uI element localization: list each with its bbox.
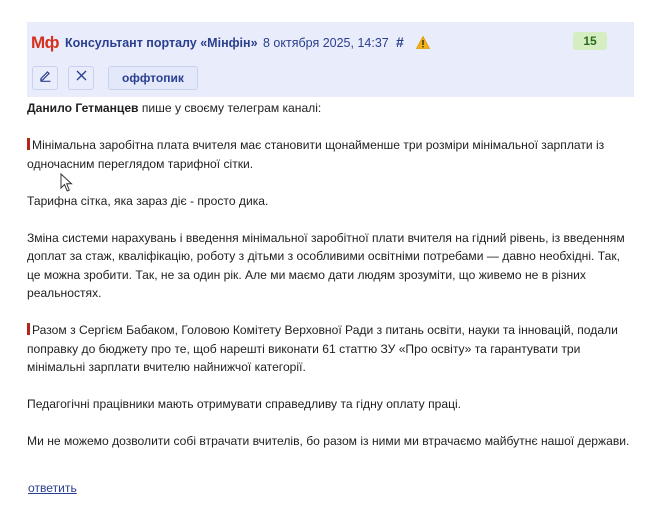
paragraph-5: Педагогічні працівники мають отримувати справедливу та гідну оплату праці. [27,397,462,411]
paragraph-4 [27,321,635,377]
intro-paragraph [27,99,635,118]
post-date: 8 октября 2025, 14:37 [263,36,389,50]
reply-link[interactable]: ответить [28,481,77,495]
intro-text: пише у своєму телеграм каналі: [138,101,322,115]
post-header [27,22,634,97]
paragraph-3: Зміна системи нарахувань і введення мінімальної заробітної плати вчителя на гідний рівень, із введенням доплат за стаж, кваліфікацію, роботу з дітьми з особливими освітніми потребами — давно необхідні. Так, це можна зробити. Так, не за один рік. Але ми маємо дати людям зрозуміти, що живемо не в різних реальностях. [27,230,625,300]
red-pin-marker-icon [27,138,30,150]
rating-badge: 15 [573,32,607,50]
paragraph-4-text: Разом з Сергієм Бабаком, Головою Комітету Верховної Ради з питань освіти, науки та інновацій, подали поправку до бюджету про те, щоб нарешті виконати 61 статтю ЗУ «Про освіту» та гарантувати три мінімальні зарплати вчителю найнижчої категорії. [27,323,618,374]
red-pin-marker-icon [27,323,30,335]
pencil-icon [39,69,52,87]
permalink-hash[interactable]: # [396,34,404,50]
mouse-pointer-icon [60,173,74,198]
delete-button[interactable] [68,66,94,90]
warning-icon[interactable] [416,36,430,49]
author-name-mention: Данило Гетманцев [27,101,139,115]
paragraph-6: Ми не можемо дозволити собі втрачати вчителів, бо разом із ними ми втрачаємо майбутнє нашої держави. [27,434,630,448]
post-body [27,99,635,469]
paragraph-1-text: Мінімальна заробітна плата вчителя має становити щонайменше три розміри мінімальної зарплати із одночасним переглядом тарифної сітки. [27,138,605,171]
author-link[interactable]: Консультант порталу «Мінфін» [65,36,258,50]
offtopic-tag-button[interactable]: оффтопик [108,66,198,90]
minfin-logo[interactable]: Мф [31,33,60,52]
paragraph-1 [27,136,635,173]
paragraph-2: Тарифна сітка, яка зараз діє - просто дика. [27,193,269,208]
post-card [27,22,634,97]
close-icon [75,69,88,87]
edit-button[interactable] [32,66,58,90]
